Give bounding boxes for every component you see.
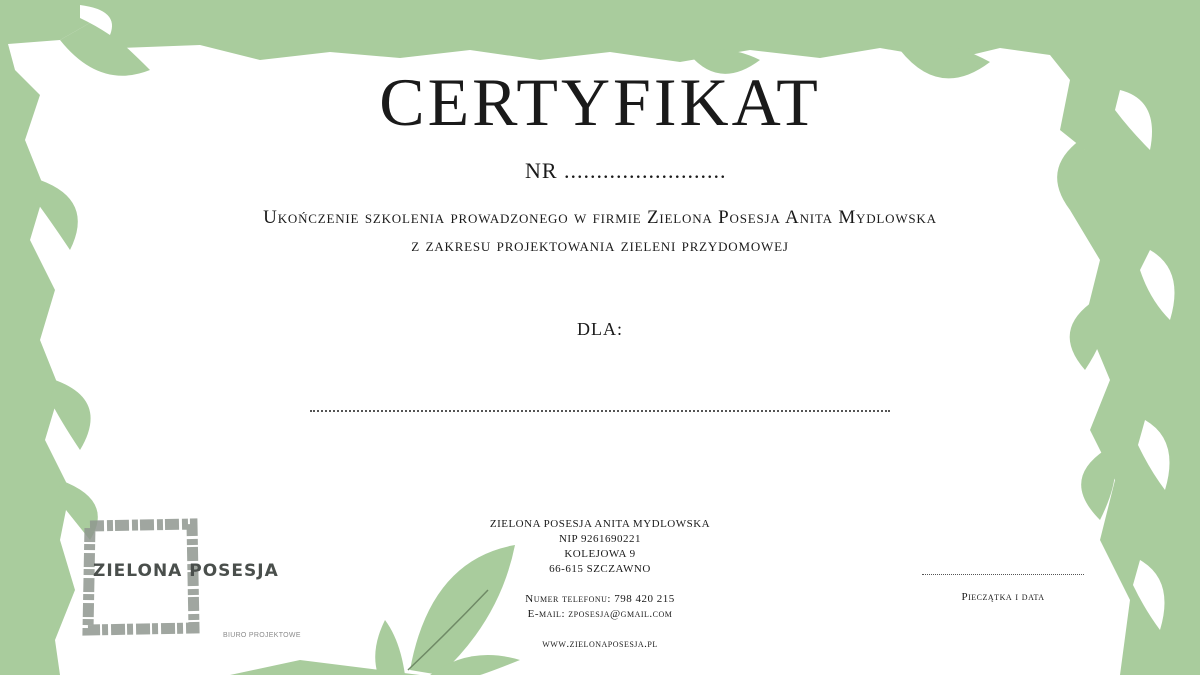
company-city: 66-615 SZCZAWNO — [549, 563, 651, 575]
recipient-name-line — [310, 410, 890, 412]
logo-tagline: BIURO PROJEKTOWE — [223, 632, 301, 639]
certificate-number: NR ......................... — [525, 158, 727, 183]
company-name: ZIELONA POSESJA ANITA MYDLOWSKA — [489, 518, 711, 530]
stamp-signature-line — [922, 574, 1084, 575]
certificate-description-line-1: Ukończenie szkolenia prowadzonego w firmie Zielona Posesja Anita Mydlowska — [263, 207, 937, 228]
logo-word-2: POSESJA — [189, 561, 279, 581]
recipient-label: DLA: — [577, 319, 623, 339]
company-email: E-mail: zposesja@gmail.com — [527, 608, 673, 620]
logo-word-1: ZIELONA — [93, 561, 183, 581]
certificate-description-line-2: z zakresu projektowania zieleni przydomowej — [411, 235, 789, 256]
company-nip: NIP 9261690221 — [558, 533, 642, 545]
stamp-label: Pieczątka i data — [961, 591, 1045, 603]
certificate-title: CERTYFIKAT — [379, 64, 821, 140]
company-phone: Numer telefonu: 798 420 215 — [525, 593, 675, 605]
company-website: www.zielonaposesja.pl — [542, 638, 658, 650]
logo-wordmark — [93, 561, 279, 581]
company-street: KOLEJOWA 9 — [564, 548, 636, 560]
